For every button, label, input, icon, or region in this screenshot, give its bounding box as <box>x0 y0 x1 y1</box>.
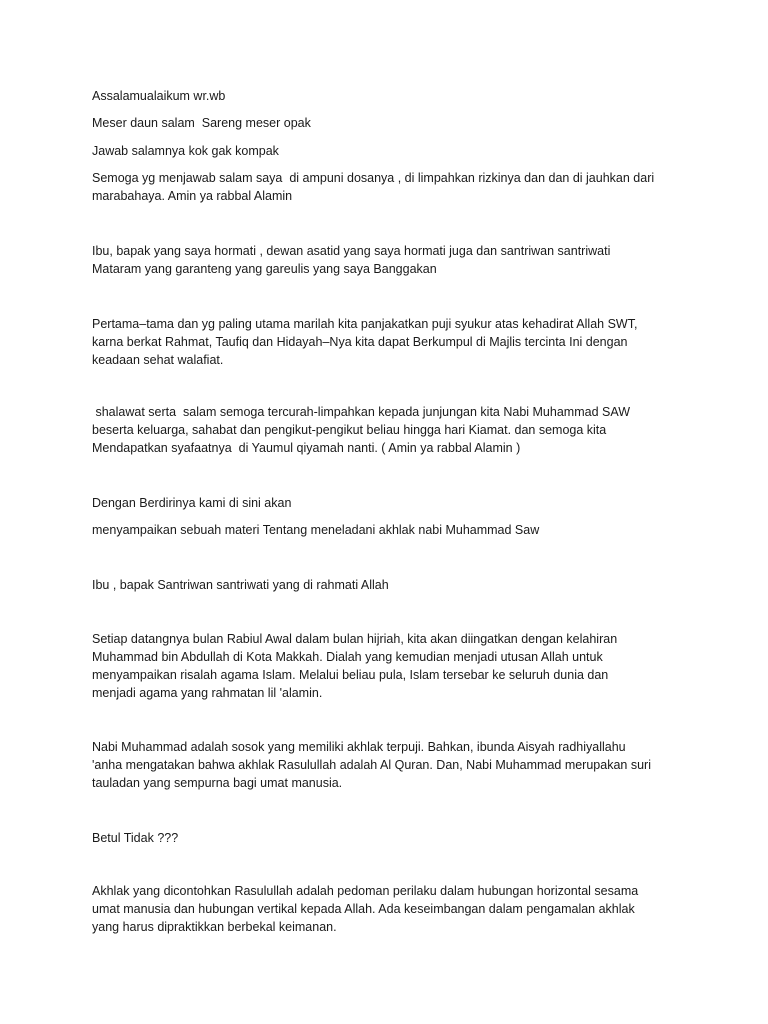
text-line-pantun-1: Meser daun salam Sareng meser opak <box>92 116 311 130</box>
text-line: Mataram yang garanteng yang gareulis yang saya Banggakan <box>92 262 437 276</box>
text-line: menjadi agama yang rahmatan lil 'alamin. <box>92 686 323 700</box>
text-line: Setiap datangnya bulan Rabiul Awal dalam bulan hijriah, kita akan diingatkan dengan kelahiran <box>92 632 618 646</box>
text-line: Akhlak yang dicontohkan Rasulullah adalah pedoman perilaku dalam hubungan horizontal sesama <box>92 884 639 898</box>
text-line: Mendapatkan syafaatnya di Yaumul qiyamah nanti. ( Amin ya rabbal Alamin ) <box>92 441 521 455</box>
text-line: Betul Tidak ??? <box>92 831 179 845</box>
text-line: Semoga yg menjawab salam saya di ampuni dosanya , di limpahkan rizkinya dan dan di jauhkan dari <box>92 171 655 185</box>
text-line: shalawat serta salam semoga tercurah-limpahkan kepada junjungan kita Nabi Muhammad SAW <box>92 405 631 419</box>
text-line-greeting: Assalamualaikum wr.wb <box>92 89 226 103</box>
text-line: menyampaikan sebuah materi Tentang meneladani akhlak nabi Muhammad Saw <box>92 523 540 537</box>
text-line: Dengan Berdirinya kami di sini akan <box>92 496 292 510</box>
text-line: Ibu, bapak yang saya hormati , dewan asatid yang saya hormati juga dan santriwan santriwati <box>92 244 611 258</box>
text-line: Muhammad bin Abdullah di Kota Makkah. Dialah yang kemudian menjadi utusan Allah untuk <box>92 650 603 664</box>
text-line: menyampaikan risalah agama Islam. Melalui beliau pula, Islam tersebar ke seluruh dunia dan <box>92 668 609 682</box>
text-line: yang harus dipraktikkan berbekal keimanan. <box>92 920 337 934</box>
text-line: tauladan yang sempurna bagi umat manusia. <box>92 776 343 790</box>
text-line: marabahaya. Amin ya rabbal Alamin <box>92 189 293 203</box>
text-line: Pertama–tama dan yg paling utama marilah kita panjakatkan puji syukur atas kehadirat Allah SWT, <box>92 317 638 331</box>
text-line-pantun-2: Jawab salamnya kok gak kompak <box>92 144 279 158</box>
text-line: beserta keluarga, sahabat dan pengikut-pengikut beliau hingga hari Kiamat. dan semoga kita <box>92 423 607 437</box>
text-line: umat manusia dan hubungan vertikal kepada Allah. Ada keseimbangan dalam pengamalan akhlak <box>92 902 635 916</box>
text-line: Nabi Muhammad adalah sosok yang memiliki akhlak terpuji. Bahkan, ibunda Aisyah radhiyallahu <box>92 740 626 754</box>
text-line: karna berkat Rahmat, Taufiq dan Hidayah–Nya kita dapat Berkumpul di Majlis tercinta Ini dengan <box>92 335 628 349</box>
text-line: 'anha mengatakan bahwa akhlak Rasulullah adalah Al Quran. Dan, Nabi Muhammad merupakan suri <box>92 758 651 772</box>
text-line: Ibu , bapak Santriwan santriwati yang di rahmati Allah <box>92 578 389 592</box>
text-line: keadaan sehat walafiat. <box>92 353 224 367</box>
